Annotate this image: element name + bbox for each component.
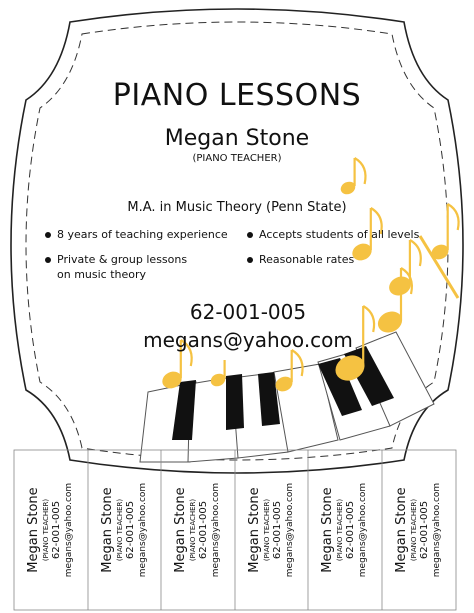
black-key [226, 374, 244, 430]
bullet-rates: Reasonable rates [259, 252, 354, 267]
tear-off-tab [88, 450, 160, 610]
tab-content [383, 455, 453, 605]
bullet-dot [247, 257, 253, 263]
tear-off-tab [382, 450, 454, 610]
teacher-name: Megan Stone [164, 126, 310, 151]
bullet-dot [45, 232, 51, 238]
tear-off-tab [161, 450, 233, 610]
phone-number: 62-001-005 [189, 300, 307, 324]
bullet-lessons: Private & group lessons on music theory [57, 252, 187, 282]
tab-name: Megan Stone [246, 487, 262, 573]
tab-phone: 62-001-005 [124, 500, 136, 560]
tear-off-tab [308, 450, 380, 610]
tab-role: (PIANO TEACHER) [335, 498, 344, 562]
tab-email: megans@yahoo.com [210, 482, 221, 578]
tab-content [309, 455, 379, 605]
tab-email: megans@yahoo.com [357, 482, 368, 578]
tab-email: megans@yahoo.com [284, 482, 295, 578]
tab-name: Megan Stone [99, 487, 115, 573]
tab-email: megans@yahoo.com [431, 482, 442, 578]
tab-phone: 62-001-005 [271, 500, 283, 560]
tear-off-tab [14, 450, 86, 610]
bullet-dot [247, 232, 253, 238]
tab-phone: 62-001-005 [50, 500, 62, 560]
tab-name: Megan Stone [172, 487, 188, 573]
tab-phone: 62-001-005 [197, 500, 209, 560]
tab-phone: 62-001-005 [344, 500, 356, 560]
tab-email: megans@yahoo.com [63, 482, 74, 578]
tab-role: (PIANO TEACHER) [262, 498, 271, 562]
bullet-dot [45, 257, 51, 263]
tab-role: (PIANO TEACHER) [409, 498, 418, 562]
tab-name: Megan Stone [393, 487, 409, 573]
tab-name: Megan Stone [25, 487, 41, 573]
tab-name: Megan Stone [319, 487, 335, 573]
flyer-title: PIANO LESSONS [112, 78, 362, 113]
tab-role: (PIANO TEACHER) [188, 498, 197, 562]
tab-content [15, 455, 85, 605]
tab-role: (PIANO TEACHER) [41, 498, 50, 562]
tab-content [236, 455, 306, 605]
bullet-levels: Accepts students of all levels [259, 227, 419, 242]
tab-role: (PIANO TEACHER) [115, 498, 124, 562]
tab-phone: 62-001-005 [418, 500, 430, 560]
tab-content [89, 455, 159, 605]
bullet-experience: 8 years of teaching experience [57, 227, 228, 242]
tear-off-tab [235, 450, 307, 610]
tab-email: megans@yahoo.com [137, 482, 148, 578]
teacher-role: (PIANO TEACHER) [192, 153, 282, 164]
tab-content [162, 455, 232, 605]
email-address: megans@yahoo.com [143, 328, 353, 352]
degree-line: M.A. in Music Theory (Penn State) [127, 200, 347, 215]
